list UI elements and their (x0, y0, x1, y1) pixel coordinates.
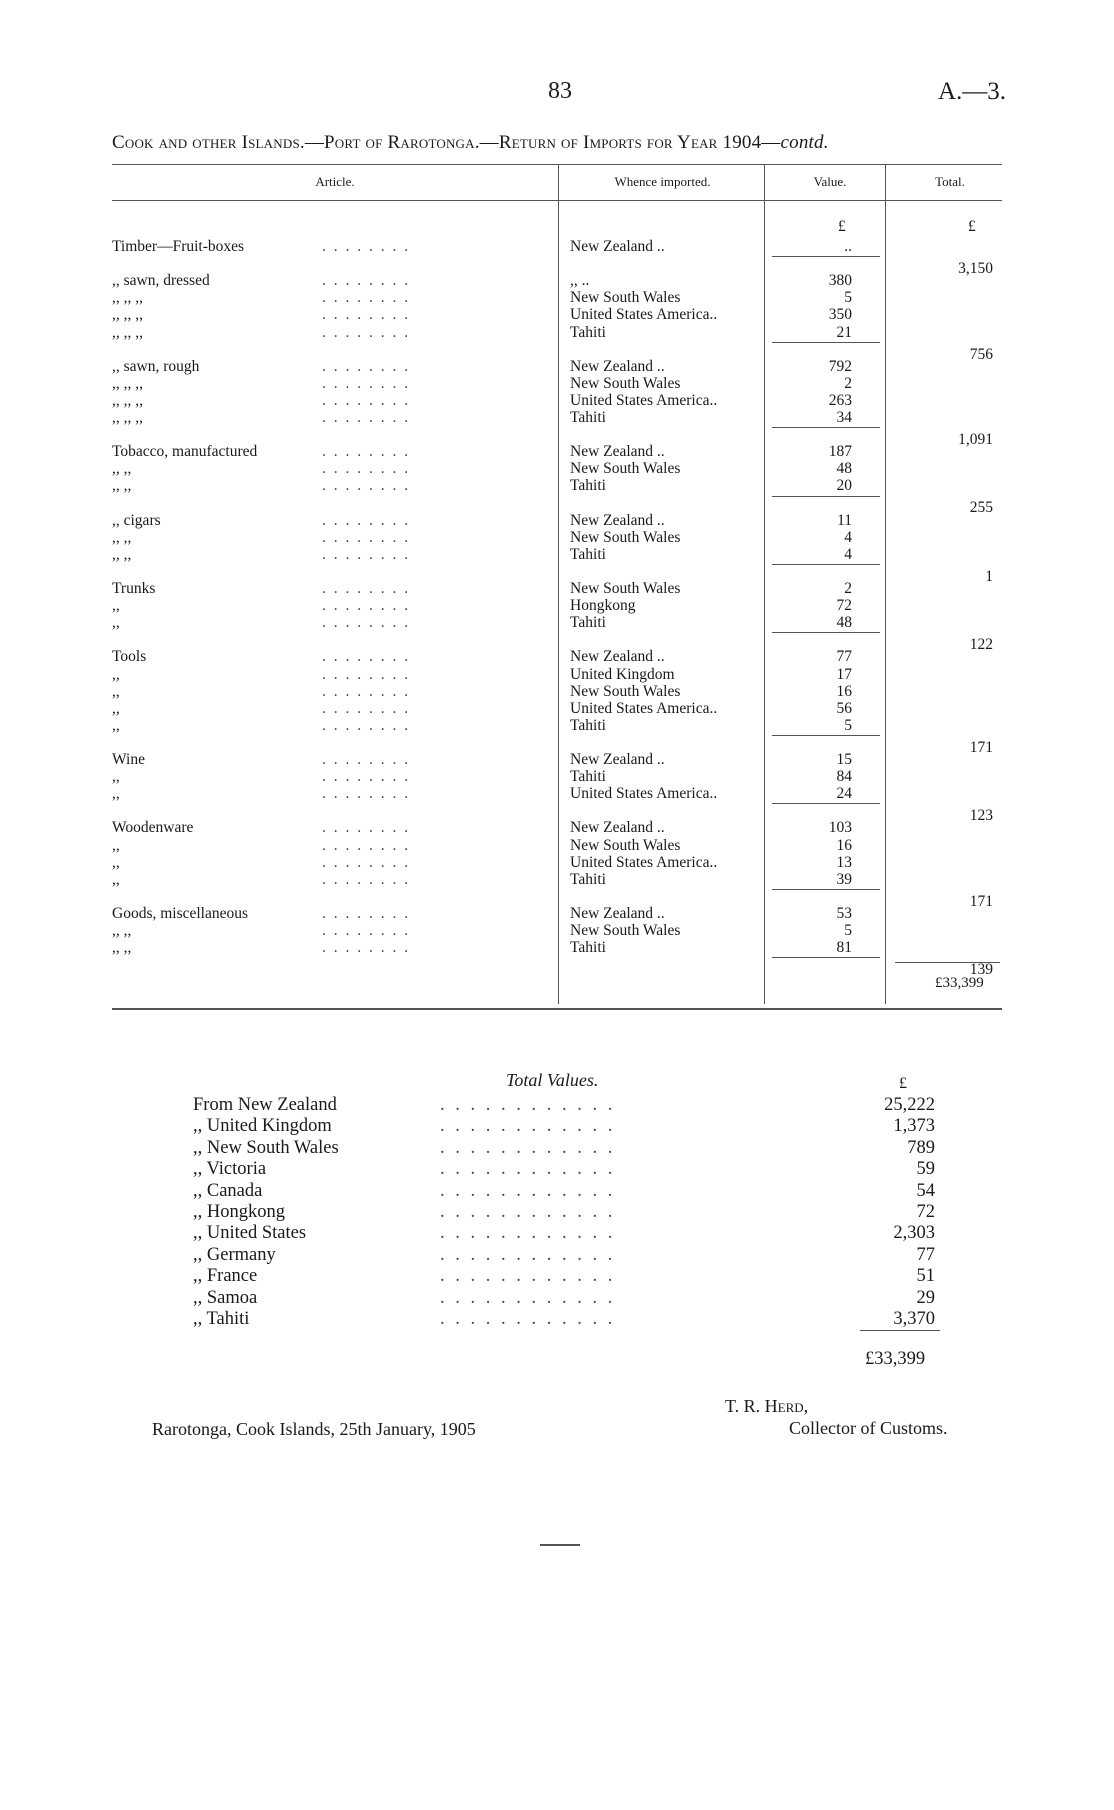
whence-cell: New Zealand .. (570, 648, 665, 666)
leader-dots: . . . . . . . . (322, 819, 411, 837)
value-cell: 2 (844, 374, 852, 392)
whence-cell: New Zealand .. (570, 443, 665, 461)
value-cell: 13 (836, 853, 852, 871)
leader-dots: . . . . . . . . (322, 699, 411, 717)
whence-cell: Tahiti (570, 768, 606, 786)
total-values-amount: 25,222 (884, 1095, 935, 1115)
leader-dots: . . . . . . . . (322, 323, 411, 341)
value-cell: 380 (828, 272, 852, 290)
subtotal-rule (772, 427, 880, 428)
title-main: Cook and other Islands.—Port of Rarotonga.—Return of Imports for Year 1904— (112, 132, 781, 153)
whence-cell: Tahiti (570, 323, 606, 341)
leader-dots: . . . . . . . . (322, 272, 411, 290)
total-cell: 122 (969, 636, 993, 654)
whence-cell: New South Wales (570, 528, 681, 546)
whence-cell: New South Wales (570, 836, 681, 854)
value-cell: 187 (828, 443, 852, 461)
value-cell: 2 (844, 580, 852, 597)
article-cell: ,, (112, 665, 120, 683)
total-values-label: ,, Victoria (193, 1159, 267, 1180)
article-cell: ,, ,, (112, 460, 132, 478)
total-values-amount: 54 (916, 1180, 935, 1201)
value-cell: 103 (828, 819, 852, 837)
table-divider-value (885, 164, 886, 1004)
total-values-amount: 3,370 (893, 1309, 935, 1329)
leader-dots: . . . . . . . . (322, 528, 411, 546)
total-values-label: ,, France (193, 1266, 258, 1287)
article-cell: ,, (112, 716, 120, 734)
article-cell: Wine (112, 751, 145, 768)
article-cell: Goods, miscellaneous (112, 904, 249, 922)
article-cell: ,, ,, (112, 528, 132, 546)
whence-cell: New South Wales (570, 922, 681, 939)
leader-dots: . . . . . . . . (322, 443, 411, 461)
article-cell: ,, ,, (112, 939, 132, 957)
table-divider-article (558, 164, 559, 1004)
leader-dots: . . . . . . . . . . . . (440, 1137, 616, 1158)
total-values-amount: 2,303 (893, 1223, 935, 1244)
total-cell: 756 (969, 345, 993, 363)
leader-dots: . . . . . . . . . . . . (440, 1309, 616, 1329)
leader-dots: . . . . . . . . (322, 870, 411, 888)
whence-cell: United States America.. (570, 853, 718, 871)
leader-dots: . . . . . . . . . . . . (440, 1266, 616, 1287)
subtotal-rule (772, 496, 880, 497)
leader-dots: . . . . . . . . . . . . (440, 1116, 616, 1137)
value-cell: 792 (828, 357, 852, 375)
total-values-amount: 59 (916, 1159, 935, 1180)
leader-dots: . . . . . . . . (322, 682, 411, 700)
total-values-label: ,, Tahiti (193, 1309, 250, 1329)
leader-dots: . . . . . . . . (322, 939, 411, 957)
total-cell: 255 (969, 499, 993, 517)
value-cell: 17 (836, 665, 852, 683)
leader-dots: . . . . . . . . . . . . (440, 1223, 616, 1244)
whence-cell: New Zealand .. (570, 357, 665, 375)
leader-dots: . . . . . . . . (322, 545, 411, 563)
total-cell: 1 (985, 567, 993, 585)
article-cell: ,, ,, ,, (112, 391, 143, 409)
total-values-label: ,, Germany (193, 1244, 276, 1265)
total-values-amount: 77 (916, 1244, 935, 1265)
col-header-value: Value. (813, 174, 847, 189)
page-number: 83 (548, 78, 572, 104)
value-cell: 5 (844, 716, 852, 734)
whence-cell: Tahiti (570, 939, 606, 957)
total-values-label: From New Zealand (193, 1095, 337, 1115)
leader-dots: . . . . . . . . . . . . (440, 1202, 616, 1222)
whence-cell: New Zealand .. (570, 511, 665, 529)
col-header-whence: Whence imported. (614, 174, 711, 189)
article-cell: ,, (112, 699, 120, 717)
whence-cell: Tahiti (570, 870, 606, 888)
value-cell: 16 (836, 836, 852, 854)
table-header-rule (112, 200, 1002, 201)
subtotal-rule (772, 735, 880, 736)
whence-cell: Tahiti (570, 409, 606, 426)
article-cell: ,, (112, 836, 120, 854)
leader-dots: . . . . . . . . (322, 922, 411, 939)
total-currency: £ (968, 218, 976, 235)
value-cell: 350 (828, 306, 852, 324)
total-values-label: ,, Samoa (193, 1287, 258, 1308)
table-bottom-rule (112, 1008, 1002, 1010)
leader-dots: . . . . . . . . . . . . (440, 1244, 616, 1265)
title-contd: contd. (780, 132, 829, 153)
total-cell: 3,150 (958, 260, 993, 277)
total-values-currency: £ (899, 1075, 907, 1092)
leader-dots: . . . . . . . . . . . . (440, 1159, 616, 1180)
value-cell: 39 (836, 870, 852, 888)
place-and-date: Rarotonga, Cook Islands, 25th January, 1905 (152, 1419, 476, 1439)
total-cell: 123 (969, 807, 993, 825)
article-cell: ,, ,, (112, 922, 132, 939)
leader-dots: . . . . . . . . (322, 597, 411, 615)
leader-dots: . . . . . . . . . . . . (440, 1180, 616, 1201)
article-cell: Timber—Fruit-boxes (112, 238, 245, 255)
leader-dots: . . . . . . . . (322, 580, 411, 597)
subtotal-rule (772, 342, 880, 343)
whence-cell: Tahiti (570, 614, 606, 632)
value-cell: .. (844, 238, 852, 255)
whence-cell: Tahiti (570, 545, 606, 563)
whence-cell: United States America.. (570, 306, 718, 324)
subtotal-rule (772, 803, 880, 804)
leader-dots: . . . . . . . . (322, 306, 411, 324)
value-cell: 56 (836, 699, 852, 717)
total-values-amount: 51 (916, 1266, 935, 1287)
leader-dots: . . . . . . . . (322, 374, 411, 392)
leader-dots: . . . . . . . . (322, 904, 411, 922)
value-cell: 84 (836, 768, 852, 786)
article-cell: ,, (112, 785, 120, 803)
subtotal-rule (772, 564, 880, 565)
grand-total: £33,399 (935, 975, 984, 991)
leader-dots: . . . . . . . . (322, 614, 411, 632)
value-cell: 16 (836, 682, 852, 700)
whence-cell: Hongkong (570, 597, 636, 615)
leader-dots: . . . . . . . . (322, 460, 411, 478)
value-cell: 34 (836, 409, 852, 426)
leader-dots: . . . . . . . . (322, 716, 411, 734)
value-cell: 263 (828, 391, 852, 409)
total-values-amount: 72 (916, 1202, 935, 1222)
table-divider-whence (764, 164, 765, 1004)
whence-cell: New South Wales (570, 682, 681, 700)
value-cell: 48 (836, 614, 852, 632)
whence-cell: ,, .. (570, 272, 590, 290)
value-cell: 5 (844, 922, 852, 939)
value-currency: £ (838, 218, 846, 235)
whence-cell: New South Wales (570, 374, 681, 392)
leader-dots: . . . . . . . . (322, 751, 411, 768)
article-cell: ,, ,, ,, (112, 374, 143, 392)
subtotal-rule (772, 889, 880, 890)
value-cell: 4 (844, 545, 852, 563)
whence-cell: New Zealand .. (570, 819, 665, 837)
article-cell: Woodenware (112, 819, 194, 837)
whence-cell: New South Wales (570, 460, 681, 478)
whence-cell: Tahiti (570, 716, 606, 734)
value-cell: 5 (844, 289, 852, 307)
value-cell: 20 (836, 477, 852, 495)
article-cell: ,, ,, (112, 545, 132, 563)
leader-dots: . . . . . . . . (322, 836, 411, 854)
article-cell: ,, (112, 768, 120, 786)
article-cell: ,, (112, 853, 120, 871)
table-top-rule (112, 164, 1002, 165)
value-cell: 11 (837, 511, 852, 529)
whence-cell: United States America.. (570, 391, 718, 409)
subtotal-rule (772, 256, 880, 257)
total-values-label: ,, New South Wales (193, 1137, 339, 1158)
article-cell: ,, sawn, dressed (112, 272, 210, 290)
article-cell: ,, (112, 870, 120, 888)
signatory-name-text: T. R. Herd, (725, 1396, 809, 1416)
subtotal-rule (772, 957, 880, 958)
value-cell: 81 (836, 939, 852, 957)
total-values-label: ,, United States (193, 1223, 307, 1244)
value-cell: 4 (844, 528, 852, 546)
article-cell: ,, (112, 614, 120, 632)
value-cell: 21 (836, 323, 852, 341)
value-cell: 53 (836, 904, 852, 922)
col-header-article: Article. (315, 174, 355, 189)
whence-cell: New Zealand .. (570, 238, 665, 255)
article-cell: ,, sawn, rough (112, 357, 200, 375)
page-title (112, 132, 829, 154)
total-cell: 171 (969, 738, 993, 756)
leader-dots: . . . . . . . . (322, 391, 411, 409)
leader-dots: . . . . . . . . (322, 648, 411, 666)
article-cell: ,, ,, ,, (112, 289, 143, 307)
leader-dots: . . . . . . . . (322, 238, 411, 255)
value-cell: 15 (836, 751, 852, 768)
col-header-total: Total. (935, 174, 965, 189)
total-values-title: Total Values. (506, 1070, 599, 1090)
article-cell: Trunks (112, 580, 156, 597)
total-values-amount: 1,373 (893, 1116, 935, 1137)
value-cell: 48 (836, 460, 852, 478)
value-cell: 77 (836, 648, 852, 666)
total-values-label: ,, Canada (193, 1180, 263, 1201)
total-cell: 171 (969, 892, 993, 910)
total-values-rule (860, 1330, 940, 1331)
whence-cell: United Kingdom (570, 665, 675, 683)
whence-cell: New Zealand .. (570, 904, 665, 922)
leader-dots: . . . . . . . . (322, 289, 411, 307)
footer-rule (540, 1544, 580, 1546)
article-cell: ,, ,, ,, (112, 323, 143, 341)
total-values-label: ,, Hongkong (193, 1202, 285, 1222)
article-cell: Tobacco, manufactured (112, 443, 258, 461)
value-cell: 24 (836, 785, 852, 803)
grand-total-rule (895, 962, 1000, 963)
leader-dots: . . . . . . . . . . . . (440, 1095, 616, 1115)
total-values-label: ,, United Kingdom (193, 1116, 332, 1137)
article-cell: ,, (112, 597, 120, 615)
leader-dots: . . . . . . . . (322, 409, 411, 426)
subtotal-rule (772, 632, 880, 633)
total-values-amount: 29 (916, 1287, 935, 1308)
article-cell: ,, ,, (112, 477, 132, 495)
whence-cell: United States America.. (570, 785, 718, 803)
total-values-sum: £33,399 (865, 1349, 926, 1369)
total-values-amount: 789 (907, 1137, 935, 1158)
article-cell: ,, ,, ,, (112, 409, 143, 426)
leader-dots: . . . . . . . . (322, 511, 411, 529)
whence-cell: New South Wales (570, 289, 681, 307)
article-cell: Tools (112, 648, 147, 666)
article-cell: ,, ,, ,, (112, 306, 143, 324)
total-cell: 139 (969, 961, 993, 979)
leader-dots: . . . . . . . . (322, 768, 411, 786)
leader-dots: . . . . . . . . (322, 665, 411, 683)
signatory-name (725, 1396, 808, 1417)
whence-cell: New Zealand .. (570, 751, 665, 768)
whence-cell: New South Wales (570, 580, 681, 597)
page-reference: A.—3. (938, 78, 1007, 105)
whence-cell: United States America.. (570, 699, 718, 717)
article-cell: ,, (112, 682, 120, 700)
leader-dots: . . . . . . . . (322, 477, 411, 495)
leader-dots: . . . . . . . . . . . . (440, 1287, 616, 1308)
whence-cell: Tahiti (570, 477, 606, 495)
total-cell: 1,091 (958, 431, 993, 448)
signatory-role: Collector of Customs. (789, 1418, 948, 1438)
leader-dots: . . . . . . . . (322, 853, 411, 871)
article-cell: ,, cigars (112, 511, 161, 529)
leader-dots: . . . . . . . . (322, 357, 411, 375)
value-cell: 72 (836, 597, 852, 615)
leader-dots: . . . . . . . . (322, 785, 411, 803)
